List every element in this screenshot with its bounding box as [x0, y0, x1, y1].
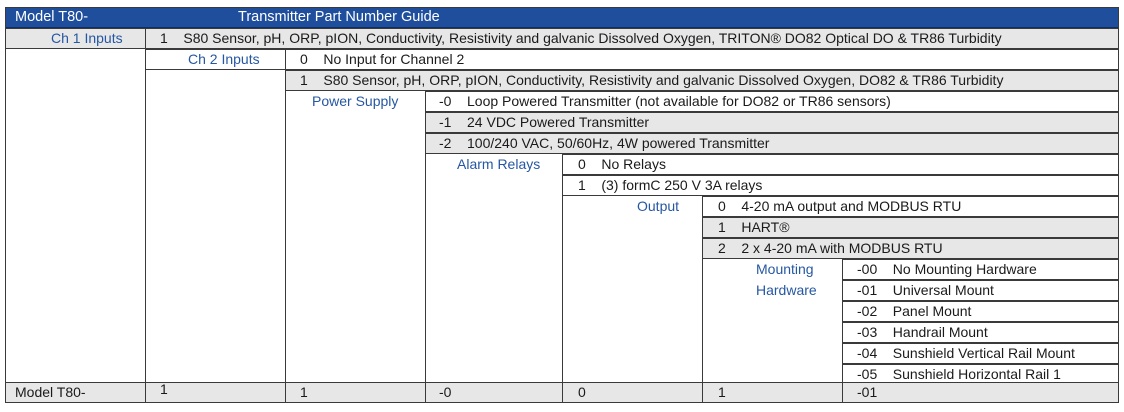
divider-col-2 [285, 49, 286, 403]
option-text: No Input for Channel 2 [323, 51, 465, 67]
ch2-label: Ch 2 Inputs [188, 51, 260, 67]
option-code: -2 [439, 135, 452, 151]
option-text: 100/240 VAC, 50/60Hz, 4W powered Transmitter [467, 135, 770, 151]
ch2-option-1 [300, 71, 1003, 90]
option-text: Universal Mount [892, 282, 994, 298]
option-code: -0 [439, 93, 452, 109]
example-ch2: 1 [300, 384, 308, 400]
option-text: S80 Sensor, pH, ORP, pION, Conductivity, Resistivity and galvanic Dissolved Oxygen, DO82 & TR86 Turbidity [323, 72, 1004, 88]
example-model: Model T80- [15, 384, 86, 400]
option-text: (3) formC 250 V 3A relays [601, 177, 763, 193]
option-code: 2 [718, 240, 726, 256]
divider-col-1 [145, 28, 146, 403]
mount-option-05 [857, 365, 1061, 384]
power-option-1 [439, 113, 649, 132]
divider-col-6 [842, 259, 843, 403]
option-code: 0 [578, 156, 586, 172]
option-code: -00 [857, 261, 878, 277]
alarm-option-0 [578, 155, 666, 174]
power-label: Power Supply [312, 93, 399, 109]
alarm-label: Alarm Relays [457, 156, 541, 172]
option-code: 1 [718, 219, 726, 235]
output-option-0 [718, 197, 961, 216]
divider-col-3 [425, 91, 426, 403]
option-code: 0 [718, 198, 726, 214]
option-code: 0 [300, 51, 308, 67]
example-alarm: 0 [578, 384, 586, 400]
output-label: Output [637, 198, 680, 214]
option-text: Loop Powered Transmitter (not available for DO82 or TR86 sensors) [467, 93, 891, 109]
option-text: 4-20 mA output and MODBUS RTU [741, 198, 962, 214]
example-mounting: -01 [857, 384, 878, 400]
example-output: 1 [718, 384, 726, 400]
example-power: -0 [439, 384, 452, 400]
option-code: 1 [300, 72, 308, 88]
header-title: Transmitter Part Number Guide [238, 9, 440, 25]
ch1-label: Ch 1 Inputs [51, 30, 123, 46]
mount-option-01 [857, 281, 994, 300]
option-text: S80 Sensor, pH, ORP, pION, Conductivity, Resistivity and galvanic Dissolved Oxygen, TRITON® DO82 Optical DO & TR86 Turbidity [183, 30, 1002, 46]
mount-option-04 [857, 344, 1075, 363]
mount-option-03 [857, 323, 988, 342]
power-option-0 [439, 92, 891, 111]
example-ch1: 1 [160, 381, 168, 397]
option-code: -1 [439, 114, 452, 130]
option-code: -03 [857, 324, 878, 340]
mounting-label-line1: Mounting [756, 261, 814, 277]
alarm-option-1 [578, 176, 762, 195]
option-text: No Relays [601, 156, 666, 172]
ch2-option-0 [300, 50, 464, 69]
option-text: 24 VDC Powered Transmitter [467, 114, 650, 130]
option-text: Sunshield Vertical Rail Mount [892, 345, 1075, 361]
option-code: -01 [857, 282, 878, 298]
divider-col-5 [702, 196, 703, 403]
header-model: Model T80- [15, 9, 89, 25]
output-option-2 [718, 239, 943, 258]
divider-col-4 [562, 154, 563, 403]
part-number-guide [5, 7, 1119, 403]
option-code: 1 [578, 177, 586, 193]
option-text: Handrail Mount [892, 324, 988, 340]
option-text: Sunshield Horizontal Rail 1 [892, 366, 1061, 382]
option-text: Panel Mount [892, 303, 972, 319]
power-option-2 [439, 134, 769, 153]
option-code: -04 [857, 345, 878, 361]
option-code: -05 [857, 366, 878, 382]
mounting-label-line2: Hardware [756, 282, 817, 298]
output-option-1 [718, 218, 790, 237]
mount-option-00 [857, 260, 1037, 279]
option-text: HART® [741, 219, 790, 235]
option-code: -02 [857, 303, 878, 319]
option-code: 1 [160, 30, 168, 46]
ch1-option [160, 29, 1002, 48]
option-text: No Mounting Hardware [892, 261, 1037, 277]
mount-option-02 [857, 302, 971, 321]
option-text: 2 x 4-20 mA with MODBUS RTU [741, 240, 943, 256]
